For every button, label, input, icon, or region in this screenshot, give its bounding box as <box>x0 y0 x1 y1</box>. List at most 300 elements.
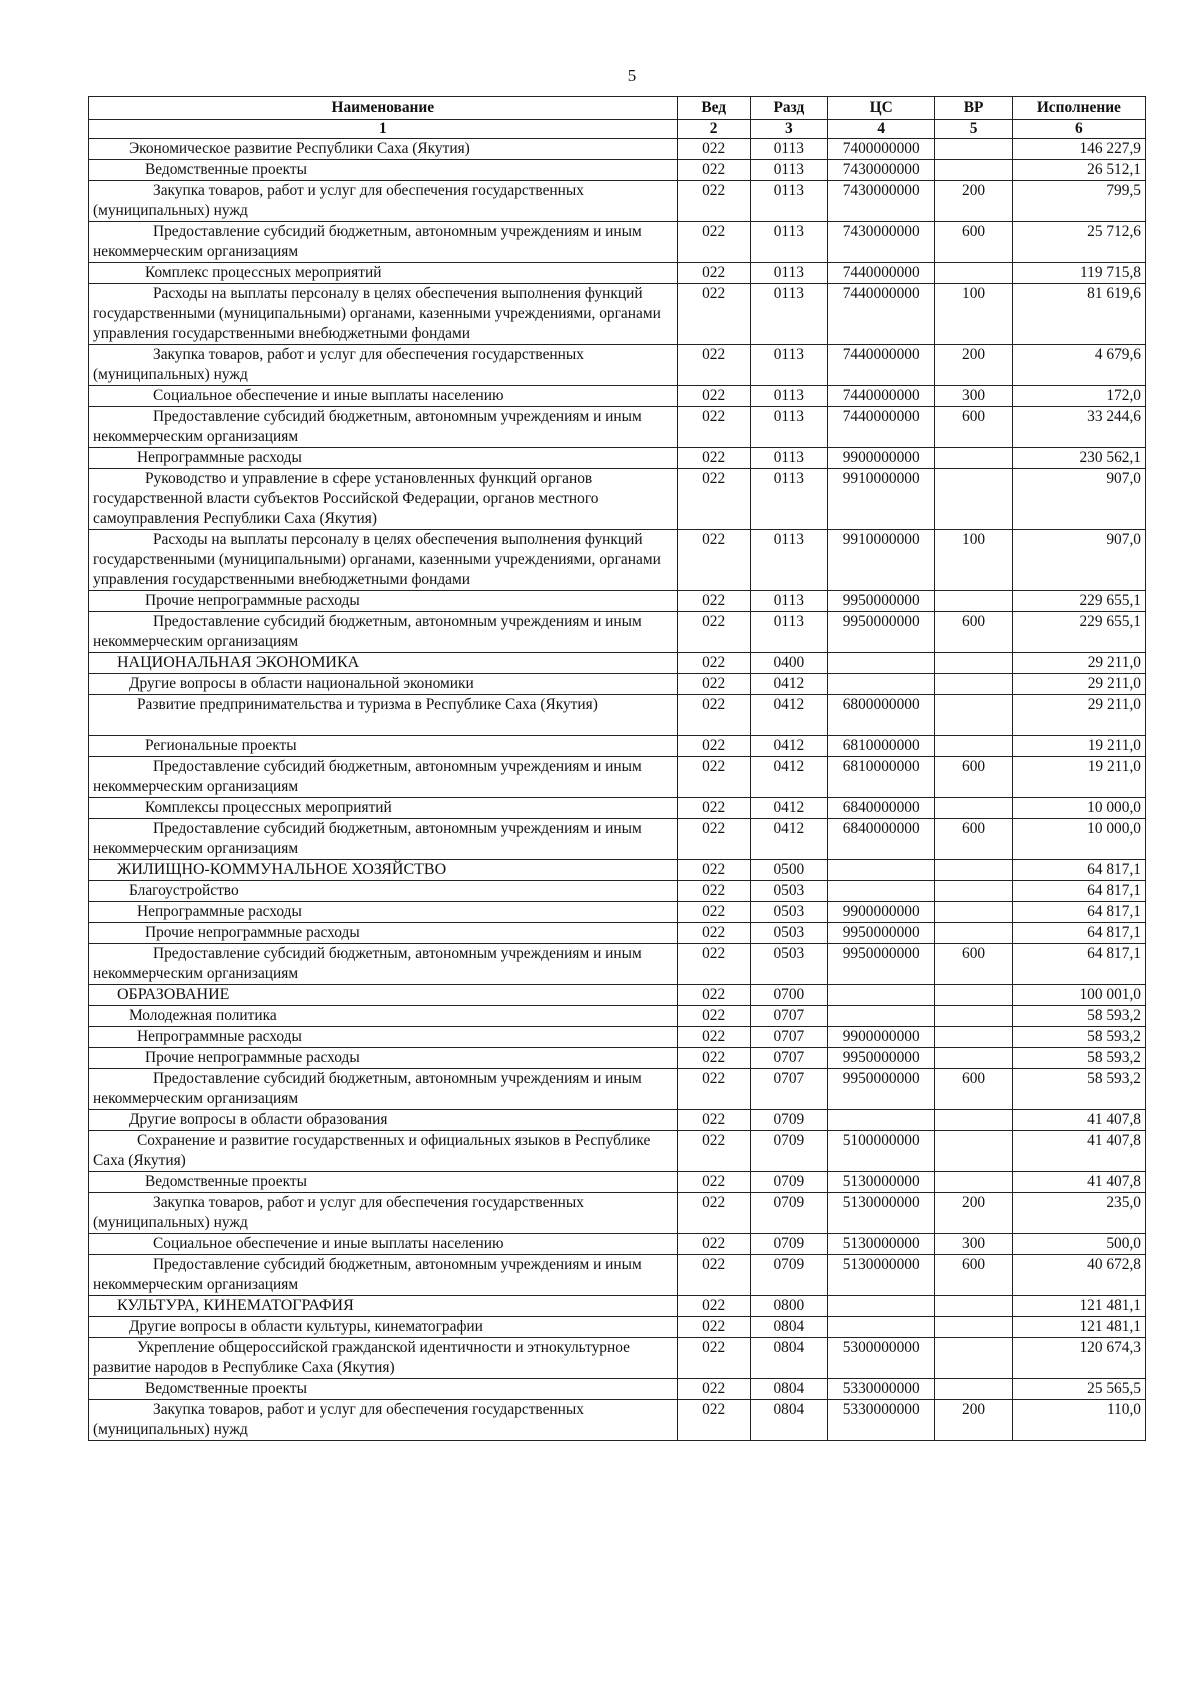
table-row <box>89 1006 1146 1027</box>
row-razd: 0400 <box>750 653 827 674</box>
row-cs <box>828 1317 935 1338</box>
row-amount: 229 655,1 <box>1012 591 1145 612</box>
table-row <box>89 139 1146 160</box>
table-row <box>89 881 1146 902</box>
table-row <box>89 1400 1146 1441</box>
row-ved: 022 <box>677 798 750 819</box>
section-row <box>89 653 1146 674</box>
row-amount: 907,0 <box>1012 530 1145 591</box>
row-vr: 200 <box>935 345 1012 386</box>
row-name: Ведомственные проекты <box>89 1379 678 1400</box>
row-ved: 022 <box>677 902 750 923</box>
row-vr <box>935 1338 1012 1379</box>
table-row <box>89 160 1146 181</box>
row-amount: 10 000,0 <box>1012 819 1145 860</box>
row-vr <box>935 860 1012 881</box>
row-name: Прочие непрограммные расходы <box>89 1048 678 1069</box>
row-cs: 5130000000 <box>828 1255 935 1296</box>
row-cs: 5300000000 <box>828 1338 935 1379</box>
row-cs: 5330000000 <box>828 1379 935 1400</box>
row-cs: 5130000000 <box>828 1234 935 1255</box>
row-ved: 022 <box>677 944 750 985</box>
table-row <box>89 1255 1146 1296</box>
row-razd: 0709 <box>750 1193 827 1234</box>
row-amount: 121 481,1 <box>1012 1296 1145 1317</box>
row-razd: 0707 <box>750 1048 827 1069</box>
table-row <box>89 1379 1146 1400</box>
table-row <box>89 448 1146 469</box>
row-cs: 5330000000 <box>828 1400 935 1441</box>
row-razd: 0709 <box>750 1131 827 1172</box>
row-vr <box>935 798 1012 819</box>
row-vr <box>935 923 1012 944</box>
row-name: Региональные проекты <box>89 736 678 757</box>
row-cs: 6810000000 <box>828 736 935 757</box>
row-vr <box>935 1379 1012 1400</box>
row-amount: 64 817,1 <box>1012 923 1145 944</box>
row-amount: 29 211,0 <box>1012 653 1145 674</box>
row-razd: 0113 <box>750 530 827 591</box>
row-cs: 7440000000 <box>828 263 935 284</box>
row-ved: 022 <box>677 386 750 407</box>
row-name: Комплекс процессных мероприятий <box>89 263 678 284</box>
row-name: Непрограммные расходы <box>89 1027 678 1048</box>
row-razd: 0113 <box>750 222 827 263</box>
table-row <box>89 181 1146 222</box>
row-vr <box>935 139 1012 160</box>
row-ved: 022 <box>677 1255 750 1296</box>
row-cs <box>828 1110 935 1131</box>
row-vr <box>935 881 1012 902</box>
row-amount: 58 593,2 <box>1012 1006 1145 1027</box>
table-row <box>89 674 1146 695</box>
budget-table <box>88 96 1146 1441</box>
header-name: Наименование <box>89 97 678 120</box>
row-amount: 64 817,1 <box>1012 944 1145 985</box>
table-row <box>89 530 1146 591</box>
row-razd: 0804 <box>750 1338 827 1379</box>
row-name: Расходы на выплаты персоналу в целях обеспечения выполнения функций государственными (муниципальными) органами, казенными учреждениями, органами управления государственными внебюджетными фондами <box>89 284 678 345</box>
row-amount: 146 227,9 <box>1012 139 1145 160</box>
row-ved: 022 <box>677 448 750 469</box>
row-razd: 0113 <box>750 160 827 181</box>
row-amount: 907,0 <box>1012 469 1145 530</box>
table-row <box>89 386 1146 407</box>
row-amount: 58 593,2 <box>1012 1027 1145 1048</box>
row-name: Предоставление субсидий бюджетным, автономным учреждениям и иным некоммерческим организациям <box>89 222 678 263</box>
row-ved: 022 <box>677 653 750 674</box>
row-razd: 0503 <box>750 944 827 985</box>
row-razd: 0412 <box>750 819 827 860</box>
row-cs: 6810000000 <box>828 757 935 798</box>
row-vr: 200 <box>935 181 1012 222</box>
row-cs: 9950000000 <box>828 944 935 985</box>
row-vr <box>935 1172 1012 1193</box>
row-cs: 7400000000 <box>828 139 935 160</box>
row-ved: 022 <box>677 591 750 612</box>
row-vr: 600 <box>935 612 1012 653</box>
row-amount: 41 407,8 <box>1012 1131 1145 1172</box>
row-vr: 600 <box>935 944 1012 985</box>
row-vr <box>935 448 1012 469</box>
row-razd: 0709 <box>750 1234 827 1255</box>
table-row <box>89 1317 1146 1338</box>
row-vr: 300 <box>935 386 1012 407</box>
row-vr: 600 <box>935 757 1012 798</box>
row-amount: 58 593,2 <box>1012 1048 1145 1069</box>
row-ved: 022 <box>677 1338 750 1379</box>
row-razd: 0113 <box>750 345 827 386</box>
row-name: Ведомственные проекты <box>89 160 678 181</box>
row-amount: 19 211,0 <box>1012 757 1145 798</box>
row-name: Социальное обеспечение и иные выплаты населению <box>89 386 678 407</box>
row-name: КУЛЬТУРА, КИНЕМАТОГРАФИЯ <box>89 1296 678 1317</box>
table-row <box>89 1172 1146 1193</box>
row-vr: 600 <box>935 222 1012 263</box>
row-razd: 0503 <box>750 881 827 902</box>
row-name: НАЦИОНАЛЬНАЯ ЭКОНОМИКА <box>89 653 678 674</box>
row-cs: 9900000000 <box>828 1027 935 1048</box>
row-cs <box>828 985 935 1006</box>
row-amount: 235,0 <box>1012 1193 1145 1234</box>
table-row <box>89 1048 1146 1069</box>
row-amount: 119 715,8 <box>1012 263 1145 284</box>
row-vr <box>935 1317 1012 1338</box>
row-amount: 230 562,1 <box>1012 448 1145 469</box>
row-ved: 022 <box>677 674 750 695</box>
row-ved: 022 <box>677 757 750 798</box>
row-vr: 600 <box>935 407 1012 448</box>
row-ved: 022 <box>677 736 750 757</box>
row-vr: 600 <box>935 1255 1012 1296</box>
row-amount: 40 672,8 <box>1012 1255 1145 1296</box>
row-cs: 7440000000 <box>828 386 935 407</box>
row-vr <box>935 263 1012 284</box>
column-number: 5 <box>935 120 1012 139</box>
row-amount: 500,0 <box>1012 1234 1145 1255</box>
row-amount: 121 481,1 <box>1012 1317 1145 1338</box>
row-name: Укрепление общероссийской гражданской идентичности и этнокультурное развитие народов в Республике Саха (Якутия) <box>89 1338 678 1379</box>
row-name: Непрограммные расходы <box>89 448 678 469</box>
row-name: Другие вопросы в области образования <box>89 1110 678 1131</box>
row-razd: 0113 <box>750 407 827 448</box>
row-vr <box>935 1131 1012 1172</box>
table-row <box>89 469 1146 530</box>
row-razd: 0709 <box>750 1172 827 1193</box>
row-cs <box>828 860 935 881</box>
row-ved: 022 <box>677 1027 750 1048</box>
table-row <box>89 736 1146 757</box>
row-amount: 4 679,6 <box>1012 345 1145 386</box>
row-ved: 022 <box>677 284 750 345</box>
table-row <box>89 819 1146 860</box>
row-ved: 022 <box>677 1296 750 1317</box>
row-ved: 022 <box>677 612 750 653</box>
row-cs: 9950000000 <box>828 591 935 612</box>
row-vr <box>935 1006 1012 1027</box>
row-vr <box>935 695 1012 736</box>
row-cs: 9900000000 <box>828 902 935 923</box>
row-name: Социальное обеспечение и иные выплаты населению <box>89 1234 678 1255</box>
row-amount: 110,0 <box>1012 1400 1145 1441</box>
row-amount: 19 211,0 <box>1012 736 1145 757</box>
row-cs: 6840000000 <box>828 819 935 860</box>
header-ved: Вед <box>677 97 750 120</box>
row-cs: 7430000000 <box>828 160 935 181</box>
row-ved: 022 <box>677 222 750 263</box>
row-ved: 022 <box>677 1379 750 1400</box>
row-name: Предоставление субсидий бюджетным, автономным учреждениям и иным некоммерческим организациям <box>89 407 678 448</box>
row-razd: 0500 <box>750 860 827 881</box>
section-row <box>89 1296 1146 1317</box>
row-name: Сохранение и развитие государственных и официальных языков в Республике Саха (Якутия) <box>89 1131 678 1172</box>
row-amount: 172,0 <box>1012 386 1145 407</box>
header-razd: Разд <box>750 97 827 120</box>
row-cs <box>828 881 935 902</box>
row-amount: 81 619,6 <box>1012 284 1145 345</box>
row-vr: 600 <box>935 819 1012 860</box>
row-vr: 300 <box>935 1234 1012 1255</box>
row-ved: 022 <box>677 923 750 944</box>
table-row <box>89 1069 1146 1110</box>
table-row <box>89 798 1146 819</box>
row-cs: 9910000000 <box>828 469 935 530</box>
row-razd: 0804 <box>750 1400 827 1441</box>
table-row <box>89 695 1146 736</box>
row-amount: 58 593,2 <box>1012 1069 1145 1110</box>
row-razd: 0804 <box>750 1317 827 1338</box>
row-name: Предоставление субсидий бюджетным, автономным учреждениям и иным некоммерческим организациям <box>89 944 678 985</box>
row-razd: 0709 <box>750 1255 827 1296</box>
row-name: Закупка товаров, работ и услуг для обеспечения государственных (муниципальных) нужд <box>89 345 678 386</box>
table-row <box>89 284 1146 345</box>
row-ved: 022 <box>677 881 750 902</box>
row-razd: 0707 <box>750 1027 827 1048</box>
row-ved: 022 <box>677 985 750 1006</box>
row-ved: 022 <box>677 160 750 181</box>
row-ved: 022 <box>677 1193 750 1234</box>
row-ved: 022 <box>677 530 750 591</box>
row-cs: 7430000000 <box>828 222 935 263</box>
row-cs: 9910000000 <box>828 530 935 591</box>
row-cs: 9950000000 <box>828 1069 935 1110</box>
row-name: Экономическое развитие Республики Саха (Якутия) <box>89 139 678 160</box>
section-row <box>89 860 1146 881</box>
table-row <box>89 757 1146 798</box>
row-amount: 29 211,0 <box>1012 674 1145 695</box>
row-amount: 64 817,1 <box>1012 860 1145 881</box>
column-number: 2 <box>677 120 750 139</box>
table-row <box>89 222 1146 263</box>
row-ved: 022 <box>677 819 750 860</box>
row-razd: 0707 <box>750 1069 827 1110</box>
row-cs: 6800000000 <box>828 695 935 736</box>
row-name: Ведомственные проекты <box>89 1172 678 1193</box>
row-razd: 0412 <box>750 798 827 819</box>
row-vr <box>935 736 1012 757</box>
table-row <box>89 1234 1146 1255</box>
row-cs: 5130000000 <box>828 1172 935 1193</box>
row-ved: 022 <box>677 263 750 284</box>
row-vr: 200 <box>935 1193 1012 1234</box>
row-cs: 9900000000 <box>828 448 935 469</box>
row-razd: 0503 <box>750 902 827 923</box>
row-name: Молодежная политика <box>89 1006 678 1027</box>
row-vr <box>935 653 1012 674</box>
row-name: Предоставление субсидий бюджетным, автономным учреждениям и иным некоммерческим организациям <box>89 819 678 860</box>
row-ved: 022 <box>677 1131 750 1172</box>
row-razd: 0113 <box>750 263 827 284</box>
row-amount: 64 817,1 <box>1012 902 1145 923</box>
table-row <box>89 1193 1146 1234</box>
row-vr: 200 <box>935 1400 1012 1441</box>
row-vr <box>935 591 1012 612</box>
row-ved: 022 <box>677 1048 750 1069</box>
row-amount: 25 712,6 <box>1012 222 1145 263</box>
row-amount: 41 407,8 <box>1012 1172 1145 1193</box>
row-cs: 7430000000 <box>828 181 935 222</box>
row-cs: 5130000000 <box>828 1193 935 1234</box>
row-razd: 0113 <box>750 181 827 222</box>
row-vr <box>935 985 1012 1006</box>
row-vr <box>935 1110 1012 1131</box>
row-amount: 33 244,6 <box>1012 407 1145 448</box>
row-razd: 0113 <box>750 469 827 530</box>
row-ved: 022 <box>677 1110 750 1131</box>
table-body <box>89 139 1146 1441</box>
section-row <box>89 985 1146 1006</box>
row-cs: 7440000000 <box>828 345 935 386</box>
row-razd: 0113 <box>750 591 827 612</box>
row-vr <box>935 1027 1012 1048</box>
row-vr <box>935 1296 1012 1317</box>
row-cs: 9950000000 <box>828 612 935 653</box>
row-name: Расходы на выплаты персоналу в целях обеспечения выполнения функций государственными (муниципальными) органами, казенными учреждениями, органами управления государственными внебюджетными фондами <box>89 530 678 591</box>
table-row <box>89 407 1146 448</box>
row-amount: 100 001,0 <box>1012 985 1145 1006</box>
column-number-row <box>89 120 1146 139</box>
header-amount: Исполнение <box>1012 97 1145 120</box>
table-row <box>89 944 1146 985</box>
row-ved: 022 <box>677 1400 750 1441</box>
row-razd: 0800 <box>750 1296 827 1317</box>
row-amount: 799,5 <box>1012 181 1145 222</box>
row-razd: 0503 <box>750 923 827 944</box>
row-name: Комплексы процессных мероприятий <box>89 798 678 819</box>
row-name: Закупка товаров, работ и услуг для обеспечения государственных (муниципальных) нужд <box>89 181 678 222</box>
table-row <box>89 1027 1146 1048</box>
page-number: 5 <box>627 66 637 85</box>
row-name: Прочие непрограммные расходы <box>89 923 678 944</box>
table-row <box>89 1131 1146 1172</box>
row-name: Предоставление субсидий бюджетным, автономным учреждениям и иным некоммерческим организациям <box>89 1069 678 1110</box>
row-ved: 022 <box>677 1172 750 1193</box>
row-name: Предоставление субсидий бюджетным, автономным учреждениям и иным некоммерческим организациям <box>89 1255 678 1296</box>
row-razd: 0709 <box>750 1110 827 1131</box>
row-cs <box>828 674 935 695</box>
column-number: 1 <box>89 120 678 139</box>
table-row <box>89 902 1146 923</box>
row-amount: 64 817,1 <box>1012 881 1145 902</box>
row-name: Прочие непрограммные расходы <box>89 591 678 612</box>
table-row <box>89 263 1146 284</box>
row-razd: 0412 <box>750 674 827 695</box>
row-vr: 600 <box>935 1069 1012 1110</box>
row-cs: 7440000000 <box>828 407 935 448</box>
row-ved: 022 <box>677 695 750 736</box>
row-cs: 9950000000 <box>828 923 935 944</box>
row-name: Непрограммные расходы <box>89 902 678 923</box>
row-ved: 022 <box>677 860 750 881</box>
row-name: Руководство и управление в сфере установленных функций органов государственной власти субъектов Российской Федерации, органов местного самоуправления Республики Саха (Якутия) <box>89 469 678 530</box>
row-amount: 10 000,0 <box>1012 798 1145 819</box>
row-razd: 0412 <box>750 757 827 798</box>
row-ved: 022 <box>677 1006 750 1027</box>
column-number: 4 <box>828 120 935 139</box>
row-vr: 100 <box>935 284 1012 345</box>
row-ved: 022 <box>677 469 750 530</box>
table-row <box>89 612 1146 653</box>
table-row <box>89 923 1146 944</box>
table-row <box>89 1338 1146 1379</box>
table-row <box>89 1110 1146 1131</box>
header-row <box>89 97 1146 120</box>
row-amount: 229 655,1 <box>1012 612 1145 653</box>
row-razd: 0707 <box>750 1006 827 1027</box>
row-name: ОБРАЗОВАНИЕ <box>89 985 678 1006</box>
row-razd: 0700 <box>750 985 827 1006</box>
row-cs: 5100000000 <box>828 1131 935 1172</box>
header-vr: ВР <box>935 97 1012 120</box>
row-name: Предоставление субсидий бюджетным, автономным учреждениям и иным некоммерческим организациям <box>89 757 678 798</box>
row-ved: 022 <box>677 1317 750 1338</box>
row-razd: 0113 <box>750 448 827 469</box>
row-razd: 0113 <box>750 612 827 653</box>
row-amount: 26 512,1 <box>1012 160 1145 181</box>
row-vr <box>935 902 1012 923</box>
header-cs: ЦС <box>828 97 935 120</box>
row-razd: 0113 <box>750 284 827 345</box>
row-razd: 0412 <box>750 736 827 757</box>
row-cs: 6840000000 <box>828 798 935 819</box>
column-number: 6 <box>1012 120 1145 139</box>
row-amount: 41 407,8 <box>1012 1110 1145 1131</box>
row-vr <box>935 469 1012 530</box>
row-vr <box>935 674 1012 695</box>
row-ved: 022 <box>677 181 750 222</box>
row-razd: 0113 <box>750 139 827 160</box>
row-ved: 022 <box>677 139 750 160</box>
row-cs <box>828 1296 935 1317</box>
row-razd: 0113 <box>750 386 827 407</box>
table-row <box>89 591 1146 612</box>
row-name: Другие вопросы в области национальной экономики <box>89 674 678 695</box>
row-razd: 0804 <box>750 1379 827 1400</box>
row-cs: 9950000000 <box>828 1048 935 1069</box>
row-amount: 120 674,3 <box>1012 1338 1145 1379</box>
row-vr <box>935 160 1012 181</box>
row-name: Закупка товаров, работ и услуг для обеспечения государственных (муниципальных) нужд <box>89 1193 678 1234</box>
row-vr <box>935 1048 1012 1069</box>
row-vr: 100 <box>935 530 1012 591</box>
column-number: 3 <box>750 120 827 139</box>
row-name: Предоставление субсидий бюджетным, автономным учреждениям и иным некоммерческим организациям <box>89 612 678 653</box>
row-name: Другие вопросы в области культуры, кинематографии <box>89 1317 678 1338</box>
table-row <box>89 345 1146 386</box>
row-name: Закупка товаров, работ и услуг для обеспечения государственных (муниципальных) нужд <box>89 1400 678 1441</box>
row-name: Благоустройство <box>89 881 678 902</box>
row-ved: 022 <box>677 1234 750 1255</box>
